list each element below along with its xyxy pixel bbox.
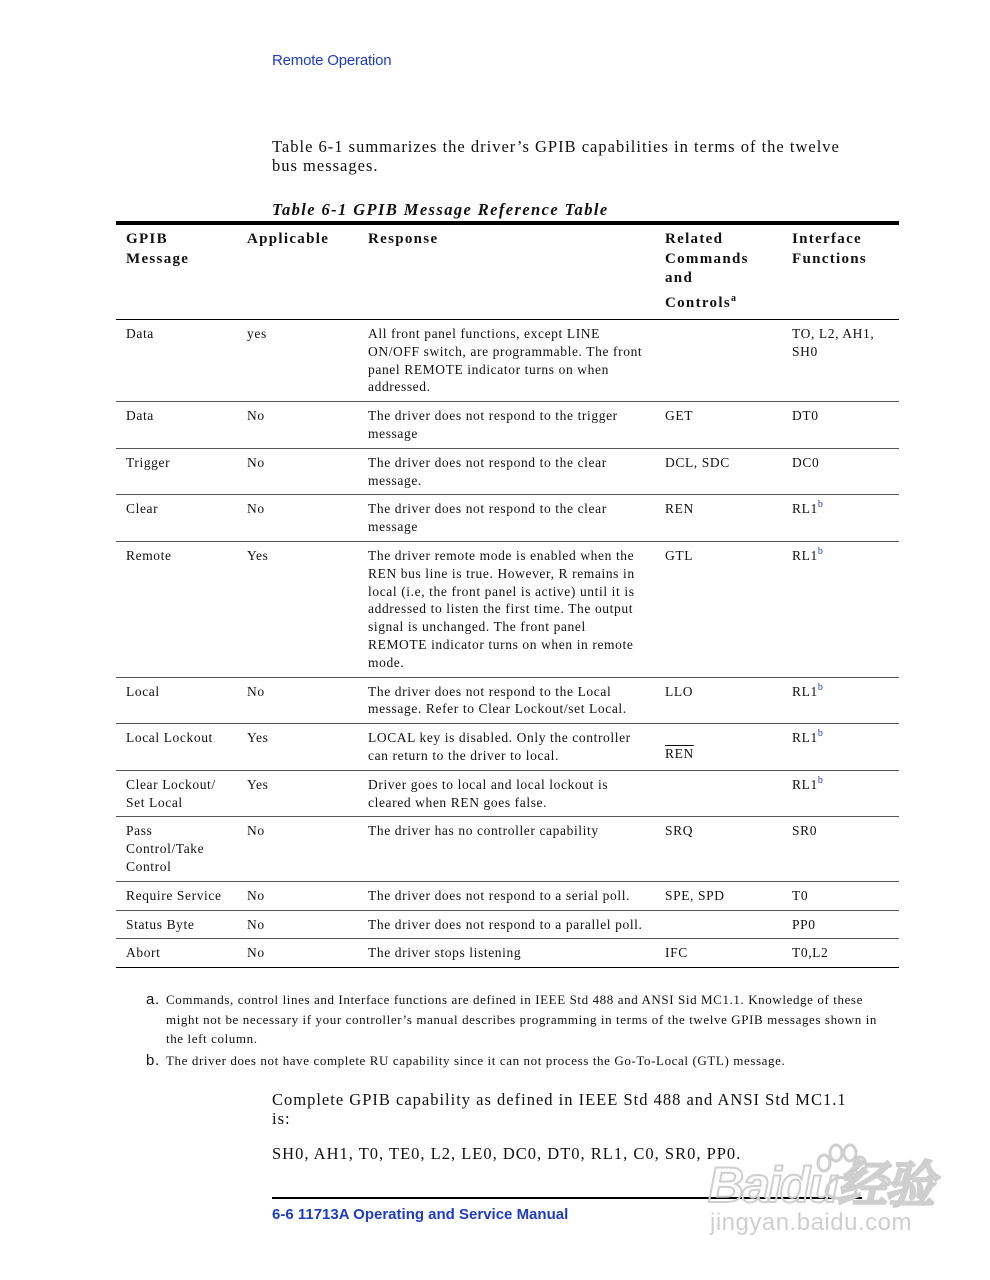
footnote-ref-b[interactable]: b (817, 545, 824, 557)
cell-message: Trigger (116, 448, 237, 495)
footnote-b (146, 1051, 886, 1071)
page-header: Remote Operation (272, 52, 392, 69)
table-row (116, 910, 899, 939)
intro-paragraph: Table 6-1 summarizes the driver’s GPIB capabilities in terms of the twelve bus messages. (272, 137, 840, 175)
cell-applicable: yes (237, 320, 358, 402)
cell-related (655, 770, 782, 817)
cell-message: Local (116, 677, 237, 724)
cell-interface (782, 677, 899, 724)
cell-response: The driver does not respond to a parallel poll. (358, 910, 655, 939)
gpib-table (116, 221, 899, 968)
interface-value: RL1 (792, 730, 818, 746)
cell-applicable: No (237, 910, 358, 939)
cell-message: Local Lockout (116, 724, 237, 771)
table-row (116, 724, 899, 771)
cell-interface (782, 770, 899, 817)
col-header-gpib-message (116, 223, 237, 320)
interface-value: RL1 (792, 501, 818, 517)
cell-applicable: No (237, 939, 358, 968)
interface-value: RL1 (792, 547, 818, 563)
related-value-ren-inverted: $\overline{REN}$ (665, 746, 694, 762)
table-row (116, 770, 899, 817)
table-footnotes (146, 990, 886, 1070)
cell-interface (782, 495, 899, 542)
cell-interface: T0 (782, 881, 899, 910)
footnote-text: Commands, control lines and Interface functions are defined in IEEE Std 488 and ANSI Sid MC1.1. Knowledge of these might not be necessary if your controller’s manual describes programming in terms of the twelve GPIB messages shown in the left column. (166, 992, 878, 1046)
page-footer: 6-6 11713A Operating and Service Manual (272, 1206, 569, 1223)
cell-response: The driver has no controller capability (358, 817, 655, 881)
cell-related: SPE, SPD (655, 881, 782, 910)
cell-applicable: No (237, 402, 358, 449)
header-line: Functions (792, 250, 868, 267)
cell-related: GTL (655, 541, 782, 677)
cell-applicable: Yes (237, 724, 358, 771)
footnote-ref-b[interactable]: b (817, 728, 824, 740)
cell-message: Status Byte (116, 910, 237, 939)
cell-interface (782, 724, 899, 771)
cell-interface: DC0 (782, 448, 899, 495)
cell-interface: SR0 (782, 817, 899, 881)
cell-response: The driver does not respond to the Local message. Refer to Clear Lockout/set Local. (358, 677, 655, 724)
cell-interface: TO, L2, AH1, SH0 (782, 320, 899, 402)
header-line: and (665, 270, 694, 286)
cell-applicable: Yes (237, 541, 358, 677)
cell-response: The driver does not respond to the clear message (358, 495, 655, 542)
capability-paragraph: Complete GPIB capability as defined in IEEE Std 488 and ANSI Std MC1.1 is: (272, 1090, 847, 1128)
cell-applicable: No (237, 495, 358, 542)
cell-message: Data (116, 402, 237, 449)
footnote-a (146, 990, 886, 1049)
cell-related: GET (655, 402, 782, 449)
table-row (116, 677, 899, 724)
cell-applicable: Yes (237, 770, 358, 817)
header-line: GPIB (126, 231, 168, 247)
cell-applicable: No (237, 881, 358, 910)
cell-message: Clear (116, 495, 237, 542)
baidu-watermark (700, 1135, 940, 1255)
table-row (116, 817, 899, 881)
cell-message: Clear Lockout/ Set Local (116, 770, 237, 817)
cell-response: The driver does not respond to a serial poll. (358, 881, 655, 910)
col-header-applicable: Applicable (237, 223, 358, 320)
footnote-ref-a: a (730, 292, 738, 304)
capability-list: SH0, AH1, T0, TE0, L2, LE0, DC0, DT0, RL1, C0, SR0, PP0. (272, 1144, 742, 1163)
table-row (116, 881, 899, 910)
cell-related (655, 724, 782, 771)
cell-interface: PP0 (782, 910, 899, 939)
footnote-text: The driver does not have complete RU capability since it can not process the Go-To-Local (GTL) message. (166, 1052, 786, 1068)
table-header-row (116, 223, 899, 320)
cell-message: Data (116, 320, 237, 402)
col-header-response: Response (358, 223, 655, 320)
cell-message: Abort (116, 939, 237, 968)
footnote-marker: a. (146, 991, 160, 1008)
interface-value: RL1 (792, 776, 818, 792)
watermark-logo: Baidu经验 (708, 1157, 933, 1213)
cell-applicable: No (237, 817, 358, 881)
cell-response: The driver does not respond to the trigger message (358, 402, 655, 449)
cell-related: IFC (655, 939, 782, 968)
cell-related: SRQ (655, 817, 782, 881)
header-line: Controls (665, 294, 731, 311)
cell-applicable: No (237, 677, 358, 724)
table-title: Table 6-1 GPIB Message Reference Table (272, 200, 609, 219)
cell-related: LLO (655, 677, 782, 724)
header-line: Interface (792, 231, 863, 247)
cell-response: Driver goes to local and local lockout is cleared when REN goes false. (358, 770, 655, 817)
cell-response: The driver remote mode is enabled when the REN bus line is true. However, R remains in local (i.e, the front panel is active) until it is addressed to listen the first time. The output signal is unchanged. The front panel REMOTE indicator turns on when in remote mode. (358, 541, 655, 677)
cell-interface: T0,L2 (782, 939, 899, 968)
header-line: Message (126, 250, 190, 267)
paw-icon (812, 1143, 868, 1203)
cell-interface: DT0 (782, 402, 899, 449)
footnote-ref-b[interactable]: b (817, 499, 824, 511)
interface-value: RL1 (792, 683, 818, 699)
cell-message: Pass Control/Take Control (116, 817, 237, 881)
footnote-marker: b. (146, 1051, 160, 1069)
footnote-ref-b[interactable]: b (817, 681, 824, 693)
table-row (116, 541, 899, 677)
table-row (116, 939, 899, 968)
watermark-url: jingyan.baidu.com (710, 1209, 912, 1236)
cell-related: DCL, SDC (655, 448, 782, 495)
cell-applicable: No (237, 448, 358, 495)
cell-response: The driver stops listening (358, 939, 655, 968)
cell-interface (782, 541, 899, 677)
cell-response: The driver does not respond to the clear message. (358, 448, 655, 495)
col-header-interface (782, 223, 899, 320)
cell-related (655, 910, 782, 939)
header-line: Commands (665, 250, 749, 267)
cell-related: REN (655, 495, 782, 542)
header-line: Related (665, 231, 724, 247)
table-row (116, 402, 899, 449)
cell-message: Require Service (116, 881, 237, 910)
table-row (116, 495, 899, 542)
cell-message: Remote (116, 541, 237, 677)
cell-related (655, 320, 782, 402)
cell-response: LOCAL key is disabled. Only the controller can return to the driver to local. (358, 724, 655, 771)
table-row (116, 448, 899, 495)
col-header-related (655, 223, 782, 320)
table-row (116, 320, 899, 402)
footnote-ref-b[interactable]: b (817, 774, 824, 786)
cell-response: All front panel functions, except LINE ON/OFF switch, are programmable. The front panel REMOTE indicator turns on when addressed. (358, 320, 655, 402)
